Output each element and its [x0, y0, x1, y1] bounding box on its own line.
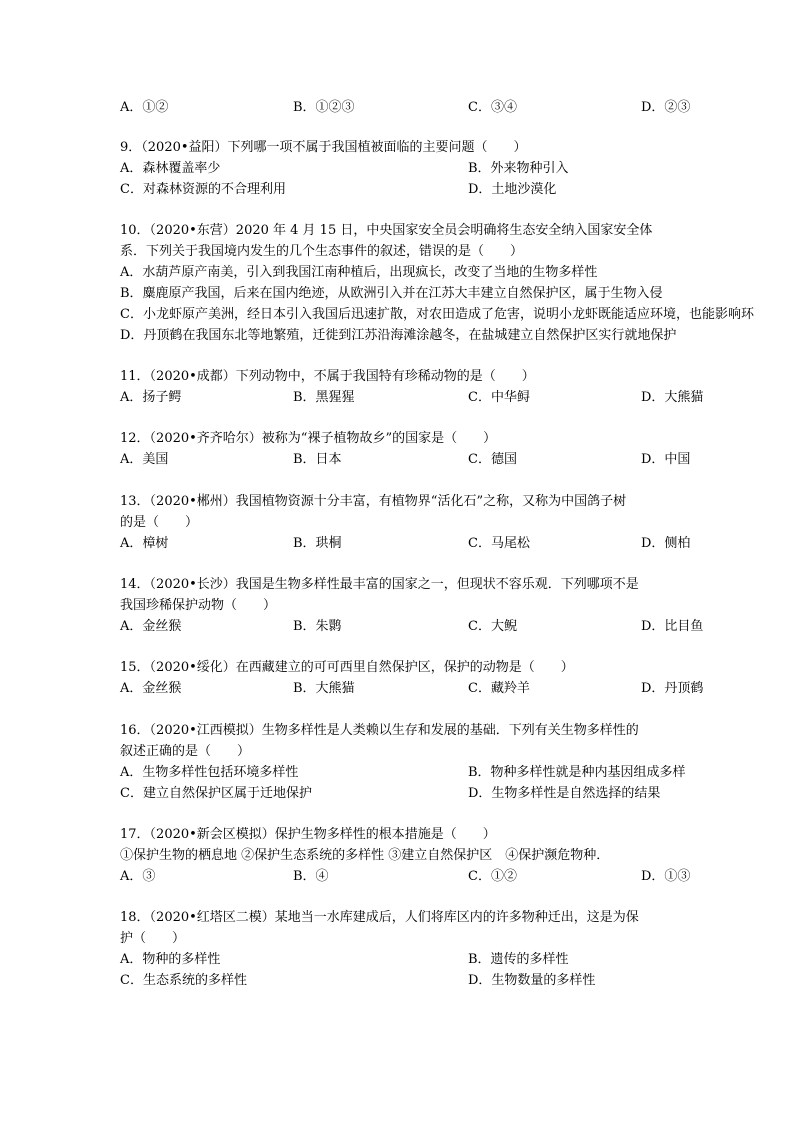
question-14 [120, 574, 794, 637]
option-c: C．建立自然保护区属于迁地保护 [120, 786, 312, 801]
options-row [120, 949, 794, 970]
question-stem: 11．（2020•成都）下列动物中，不属于我国特有珍稀动物的是（ ） [120, 369, 535, 384]
option-b: B．④ [293, 869, 329, 884]
option-b: B．①②③ [293, 100, 355, 115]
question-stem: 14．（2020•长沙）我国是生物多样性最丰富的国家之一，但现状不容乐观．下列哪项不是 [120, 577, 639, 592]
question-9 [120, 137, 794, 200]
option-a: A．①② [120, 100, 169, 115]
options-row [120, 970, 794, 991]
option-d: D．大熊猫 [641, 390, 704, 405]
question-10 [120, 220, 794, 346]
question-stem: 9．（2020•益阳）下列哪一项不属于我国植被面临的主要问题（ ） [120, 140, 527, 155]
option-a: A．森林覆盖率少 [120, 161, 221, 176]
question-stem: 16．（2020•江西模拟）生物多样性是人类赖以生存和发展的基础．下列有关生物多样性的 [120, 723, 639, 738]
question-11 [120, 366, 794, 408]
question-stem: 13．（2020•郴州）我国植物资源十分丰富，有植物界“活化石”之称，又称为中国鸽子树 [120, 494, 627, 509]
option-d: D．②③ [641, 100, 691, 115]
option-a: A．金丝猴 [120, 619, 182, 634]
question-stem: 15．（2020•绥化）在西藏建立的可可西里自然保护区，保护的动物是（ ） [120, 660, 574, 675]
question-17 [120, 824, 794, 887]
option-a: A．扬子鳄 [120, 390, 182, 405]
option-a: A．③ [120, 869, 156, 884]
options-row [120, 387, 794, 408]
option-a: A．金丝猴 [120, 681, 182, 696]
options-row [120, 158, 794, 179]
options-row [120, 449, 794, 470]
option-c: C．①② [468, 869, 517, 884]
option-c: C．德国 [468, 452, 517, 467]
option-a: A．美国 [120, 452, 169, 467]
option-c: C．生态系统的多样性 [120, 973, 247, 988]
option-d: D．生物多样性是自然选择的结果 [468, 786, 661, 801]
question-stem-continued: 叙述正确的是（ ） [120, 744, 251, 759]
option-b: B．大熊猫 [293, 681, 355, 696]
option-d: D．侧柏 [641, 536, 691, 551]
options-row [120, 97, 794, 118]
option-d: D．丹顶鹤在我国东北等地繁殖，迁徙到江苏沿海滩涂越冬，在盐城建立自然保护区实行就地保护 [120, 328, 677, 343]
options-row [120, 762, 794, 783]
option-d: D．生物数量的多样性 [468, 973, 596, 988]
question-stem: 17．（2020•新会区模拟）保护生物多样性的根本措施是（ ） [120, 827, 496, 842]
question-stem: 10．（2020•东营）2020 年 4 月 15 日，中央国家安全员会明确将生态安全纳入国家安全体 [120, 223, 653, 238]
option-b: B．朱鹮 [293, 619, 342, 634]
question-15 [120, 657, 794, 699]
option-b: B．珙桐 [293, 536, 342, 551]
option-b: B．外来物种引入 [468, 161, 569, 176]
option-c: C．小龙虾原产美洲，经日本引入我国后迅速扩散，对农田造成了危害，说明小龙虾既能适应环境，也能影响环 [120, 307, 754, 322]
option-c: C．大鲵 [468, 619, 517, 634]
option-c: C．③④ [468, 100, 517, 115]
option-b: B．麋鹿原产我国，后来在国内绝迹，从欧洲引入并在江苏大丰建立自然保护区，属于生物入侵 [120, 286, 663, 301]
option-c: C．马尾松 [468, 536, 530, 551]
options-row [120, 533, 794, 554]
option-a: A．物种的多样性 [120, 952, 221, 967]
question-stem: 12．（2020•齐齐哈尔）被称为“裸子植物故乡”的国家是（ ） [120, 431, 497, 446]
question-stem-continued: 我国珍稀保护动物（ ） [120, 598, 277, 613]
option-c: C．对森林资源的不合理利用 [120, 182, 286, 197]
option-c: C．藏羚羊 [468, 681, 530, 696]
option-a: A．水葫芦原产南美，引入到我国江南种植后，出现疯长，改变了当地的生物多样性 [120, 265, 598, 280]
question-8 [120, 97, 794, 118]
question-sub-items: ①保护生物的栖息地 ②保护生态系统的多样性 ③建立自然保护区 ④保护濒危物种． [120, 848, 610, 863]
option-d: D．①③ [641, 869, 691, 884]
options-row [120, 179, 794, 200]
option-a: A．樟树 [120, 536, 169, 551]
question-12 [120, 428, 794, 470]
question-stem: 18．（2020•红塔区二模）某地当一水库建成后，人们将库区内的许多物种迁出，这是为保 [120, 910, 639, 925]
question-13 [120, 491, 794, 554]
option-c: C．中华鲟 [468, 390, 530, 405]
question-stem-continued: 的是（ ） [120, 515, 199, 530]
option-b: B．物种多样性就是种内基因组成多样 [468, 765, 686, 780]
option-d: D．土地沙漠化 [468, 182, 557, 197]
option-b: B．日本 [293, 452, 342, 467]
option-b: B．遗传的多样性 [468, 952, 569, 967]
option-d: D．中国 [641, 452, 691, 467]
option-a: A．生物多样性包括环境多样性 [120, 765, 299, 780]
question-stem-continued: 系．下列关于我国境内发生的几个生态事件的叙述，错误的是（ ） [120, 244, 524, 259]
question-16 [120, 720, 794, 804]
option-d: D．丹顶鹤 [641, 681, 704, 696]
options-row [120, 866, 794, 887]
options-row [120, 783, 794, 804]
question-18 [120, 907, 794, 991]
option-b: B．黑猩猩 [293, 390, 355, 405]
question-stem-continued: 护（ ） [120, 931, 186, 946]
options-row [120, 616, 794, 637]
option-d: D．比目鱼 [641, 619, 704, 634]
options-row [120, 678, 794, 699]
